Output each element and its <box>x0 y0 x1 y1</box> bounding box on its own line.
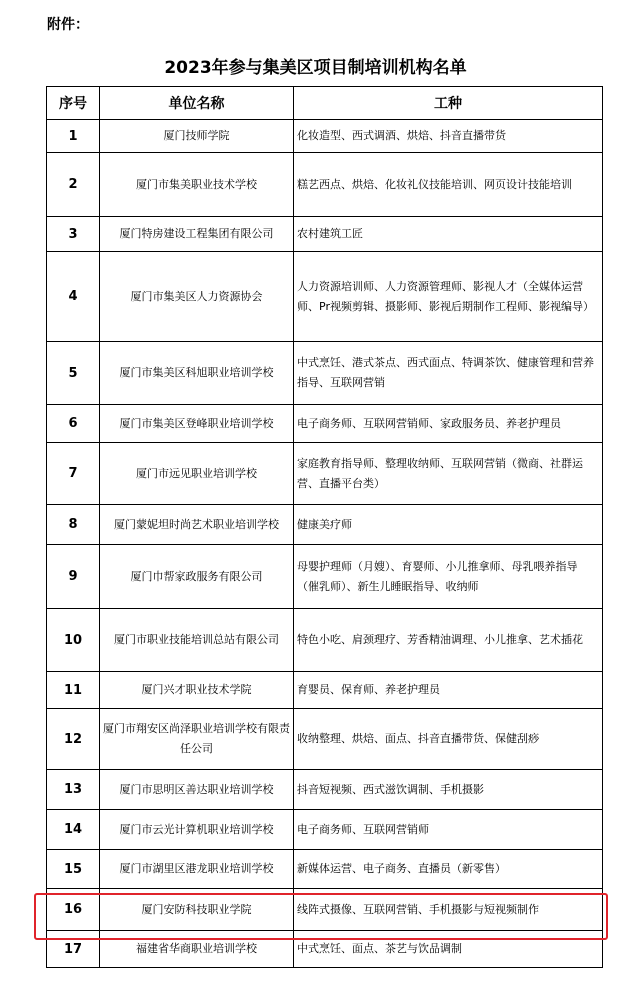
row-unit: 厦门市集美区人力资源协会 <box>100 252 294 342</box>
row-no: 11 <box>47 672 100 709</box>
row-work: 母婴护理师（月嫂）、育婴师、小儿推拿师、母乳喂养指导（催乳师）、新生儿睡眠指导、收纳师 <box>294 545 603 609</box>
row-no: 7 <box>47 443 100 505</box>
row-unit: 厦门市集美区科旭职业培训学校 <box>100 342 294 405</box>
row-work: 中式烹饪、面点、茶艺与饮品调制 <box>294 931 603 968</box>
row-work: 化妆造型、西式调酒、烘焙、抖音直播带货 <box>294 120 603 153</box>
header-no: 序号 <box>47 87 100 120</box>
table-row <box>47 217 603 252</box>
table-row <box>47 709 603 770</box>
row-work: 电子商务师、互联网营销师、家政服务员、养老护理员 <box>294 405 603 443</box>
row-no: 9 <box>47 545 100 609</box>
row-no: 6 <box>47 405 100 443</box>
row-work: 糕艺西点、烘焙、化妆礼仪技能培训、网页设计技能培训 <box>294 153 603 217</box>
table-row <box>47 770 603 810</box>
table-row <box>47 342 603 405</box>
table-row <box>47 405 603 443</box>
row-no: 2 <box>47 153 100 217</box>
row-unit: 厦门市翔安区尚泽职业培训学校有限责任公司 <box>100 709 294 770</box>
row-unit: 厦门市湖里区港龙职业培训学校 <box>100 850 294 889</box>
row-no: 3 <box>47 217 100 252</box>
row-unit: 厦门市职业技能培训总站有限公司 <box>100 609 294 672</box>
table-row <box>47 443 603 505</box>
row-no: 4 <box>47 252 100 342</box>
row-no: 12 <box>47 709 100 770</box>
row-unit: 福建省华商职业培训学校 <box>100 931 294 968</box>
row-no: 1 <box>47 120 100 153</box>
row-unit: 厦门市集美职业技术学校 <box>100 153 294 217</box>
table-row <box>47 505 603 545</box>
attachment-label: 附件： <box>47 17 89 33</box>
highlight-box <box>34 893 608 940</box>
row-work: 农村建筑工匠 <box>294 217 603 252</box>
table-row <box>47 252 603 342</box>
row-work: 收纳整理、烘焙、面点、抖音直播带货、保健刮痧 <box>294 709 603 770</box>
table-header-row <box>47 87 603 120</box>
row-unit: 厦门技师学院 <box>100 120 294 153</box>
row-no: 5 <box>47 342 100 405</box>
table-row <box>47 850 603 889</box>
document-title: 2023年参与集美区项目制培训机构名单 <box>164 58 467 78</box>
table-row <box>47 545 603 609</box>
row-unit: 厦门市远见职业培训学校 <box>100 443 294 505</box>
row-no: 8 <box>47 505 100 545</box>
row-no: 15 <box>47 850 100 889</box>
table-row <box>47 609 603 672</box>
row-work: 电子商务师、互联网营销师 <box>294 810 603 850</box>
row-unit: 厦门巾帮家政服务有限公司 <box>100 545 294 609</box>
row-work: 人力资源培训师、人力资源管理师、影视人才（全媒体运营师、Pr视频剪辑、摄影师、影视后期制作工程师、影视编导） <box>294 252 603 342</box>
row-work: 中式烹饪、港式茶点、西式面点、特调茶饮、健康管理和营养指导、互联网营销 <box>294 342 603 405</box>
row-no: 13 <box>47 770 100 810</box>
row-unit: 厦门市云光计算机职业培训学校 <box>100 810 294 850</box>
row-no: 16 <box>47 889 100 931</box>
table-row <box>47 810 603 850</box>
row-work: 线阵式摄像、互联网营销、手机摄影与短视频制作 <box>294 889 603 931</box>
row-no: 10 <box>47 609 100 672</box>
table-row <box>47 153 603 217</box>
row-unit: 厦门市思明区善达职业培训学校 <box>100 770 294 810</box>
table-row <box>47 120 603 153</box>
row-unit: 厦门蒙妮坦时尚艺术职业培训学校 <box>100 505 294 545</box>
row-unit: 厦门特房建设工程集团有限公司 <box>100 217 294 252</box>
row-work: 家庭教育指导师、整理收纳师、互联网营销（微商、社群运营、直播平台类） <box>294 443 603 505</box>
row-unit: 厦门安防科技职业学院 <box>100 889 294 931</box>
institution-table <box>46 86 603 968</box>
row-work: 抖音短视频、西式滋饮调制、手机摄影 <box>294 770 603 810</box>
table-row <box>47 672 603 709</box>
row-work: 健康美疗师 <box>294 505 603 545</box>
row-work: 育婴员、保育师、养老护理员 <box>294 672 603 709</box>
header-unit: 单位名称 <box>100 87 294 120</box>
header-work: 工种 <box>294 87 603 120</box>
row-no: 17 <box>47 931 100 968</box>
row-work: 特色小吃、肩颈理疗、芳香精油调理、小儿推拿、艺术插花 <box>294 609 603 672</box>
row-unit: 厦门兴才职业技术学院 <box>100 672 294 709</box>
row-work: 新媒体运营、电子商务、直播员（新零售） <box>294 850 603 889</box>
row-unit: 厦门市集美区登峰职业培训学校 <box>100 405 294 443</box>
row-no: 14 <box>47 810 100 850</box>
